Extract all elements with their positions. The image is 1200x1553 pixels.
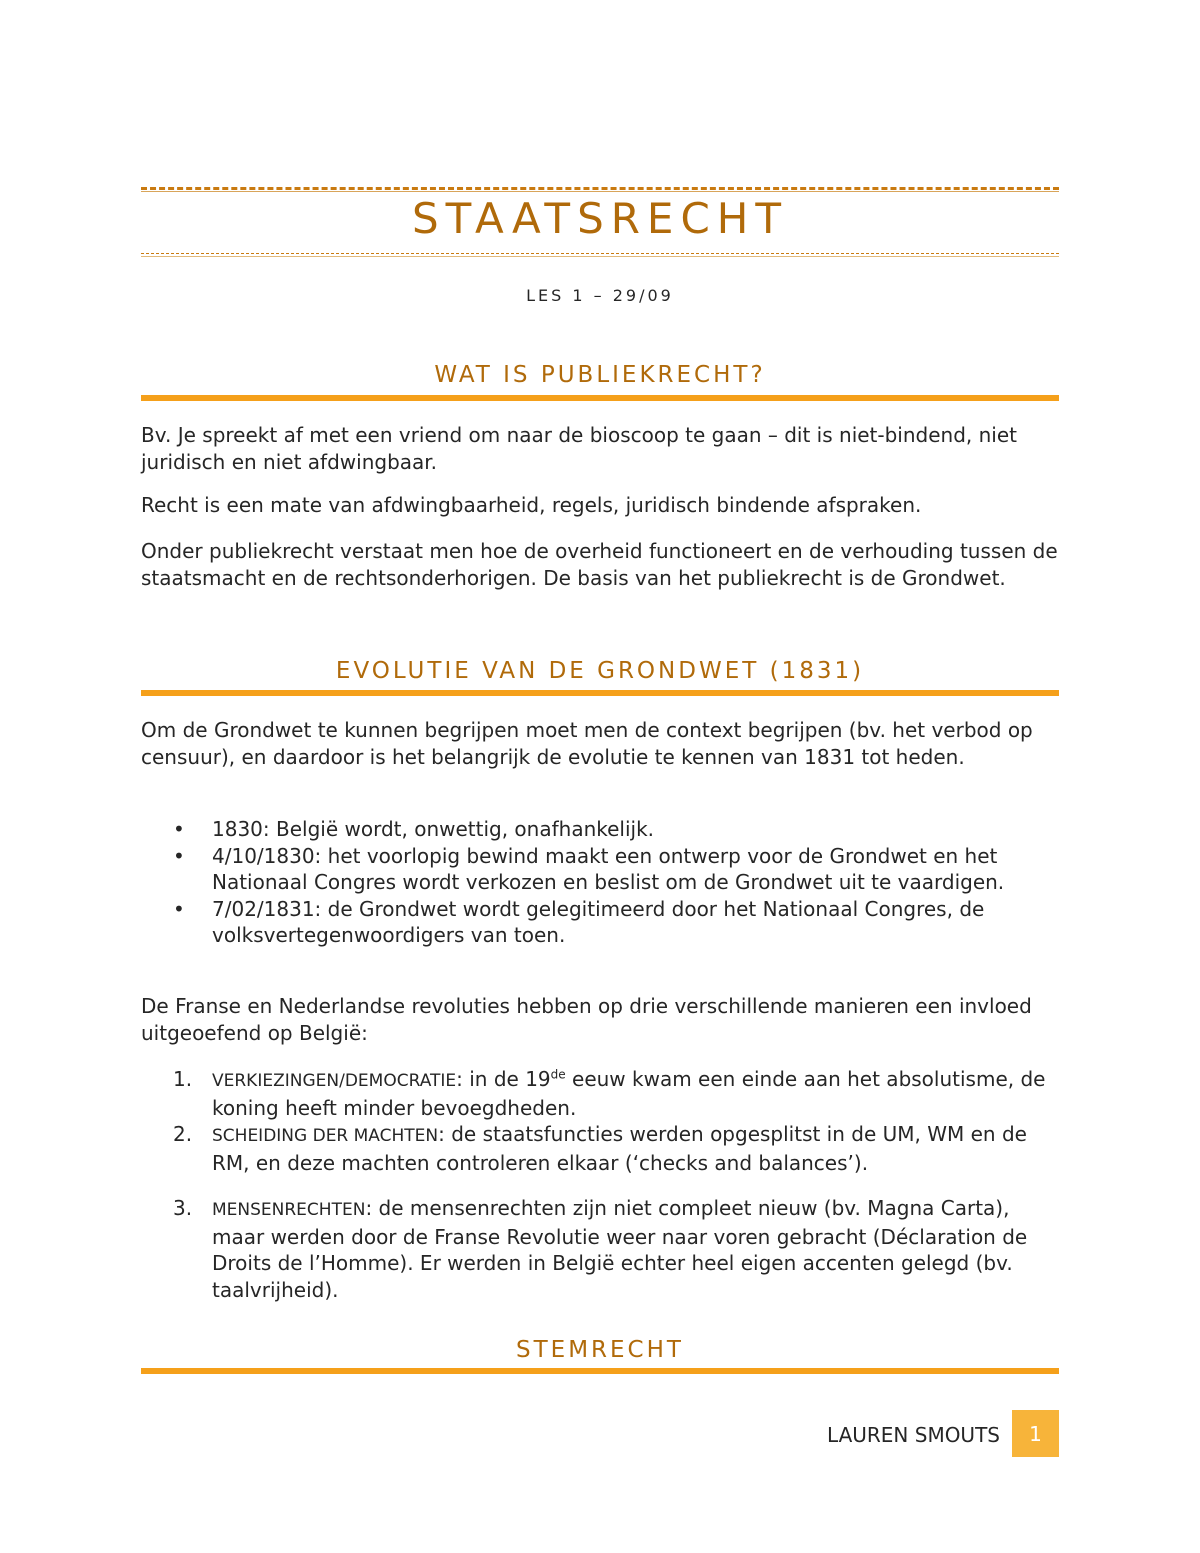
- superscript: de: [550, 1067, 566, 1082]
- paragraph: Om de Grondwet te kunnen begrijpen moet men de context begrijpen (bv. het verbod op censuur), en daardoor is het belangrijk de evolutie te kennen van 1831 tot heden.: [141, 718, 1033, 769]
- section-heading-publiekrecht: WAT IS PUBLIEKRECHT?: [434, 362, 766, 388]
- section-heading-stemrecht: STEMRECHT: [516, 1337, 684, 1363]
- list-item-text: 7/02/1831: de Grondwet wordt gelegitimeerd door het Nationaal Congres, de volksvertegenwoordigers van toen.: [212, 896, 985, 947]
- paragraph: Bv. Je spreekt af met een vriend om naar de bioscoop te gaan – dit is niet-bindend, niet juridisch en niet afdwingbaar.: [141, 423, 1018, 474]
- list-item-text: : de mensenrechten zijn niet compleet nieuw (bv. Magna Carta), maar werden door de Franse Revolutie weer naar voren gebracht (Déclaration de Droits de l’Homme). Er werden in België echter heel eigen accenten gelegd (bv. taalvrijheid).: [212, 1196, 1028, 1302]
- list-item: [141, 1121, 1059, 1176]
- list-item-text: eeuw kwam een einde aan het absolutisme, de koning heeft minder bevoegdheden.: [212, 1067, 1046, 1120]
- lesson-subtitle: LES 1 – 29/09: [526, 286, 674, 305]
- list-item-text: 4/10/1830: het voorlopig bewind maakt een ontwerp voor de Grondwet en het Nationaal Congres wordt verkozen en beslist om de Grondwet uit te vaardigen.: [212, 843, 1005, 894]
- list-item-label: SCHEIDING DER MACHTEN: [212, 1126, 439, 1146]
- list-item-label: VERKIEZINGEN/DEMOCRATIE: [212, 1071, 457, 1091]
- list-item-text: : de staatsfuncties werden opgesplitst in de UM, WM en de RM, en deze machten controleren elkaar (‘checks and balances’).: [212, 1122, 1027, 1175]
- title-rule-top-thin: [141, 191, 1059, 192]
- document-title: STAATSRECHT: [411, 194, 789, 243]
- list-number: 3.: [173, 1196, 193, 1220]
- list-item: [141, 1066, 1059, 1121]
- section-heading-evolutie: EVOLUTIE VAN DE GRONDWET (1831): [335, 658, 865, 684]
- title-rule-bottom-thin: [141, 256, 1059, 257]
- list-item: [141, 896, 1059, 949]
- bullet-icon: •: [173, 896, 185, 921]
- bullet-icon: •: [173, 843, 185, 868]
- numbered-list: [141, 1066, 1059, 1303]
- list-item-label: MENSENRECHTEN: [212, 1200, 366, 1220]
- bullet-icon: •: [173, 817, 185, 841]
- list-item: [141, 843, 1059, 896]
- footer-author: LAUREN SMOUTS: [826, 1423, 1000, 1447]
- section-rule: [141, 395, 1059, 401]
- paragraph: Recht is een mate van afdwingbaarheid, regels, juridisch bindende afspraken.: [141, 493, 922, 517]
- list-item: [141, 816, 1059, 843]
- list-item-text: : in de 19: [456, 1067, 551, 1091]
- section-rule: [141, 690, 1059, 696]
- page-number: 1: [1012, 1410, 1059, 1457]
- paragraph: Onder publiekrecht verstaat men hoe de overheid functioneert en de verhouding tussen de staatsmacht en de rechtsonderhorigen. De basis van het publiekrecht is de Grondwet.: [141, 539, 1058, 590]
- list-item: [141, 1195, 1059, 1303]
- list-number: 2.: [173, 1122, 193, 1146]
- bullet-list: [141, 816, 1059, 949]
- section-rule: [141, 1368, 1059, 1374]
- list-number: 1.: [173, 1067, 193, 1091]
- title-rule-bottom: [141, 253, 1059, 254]
- title-rule-top: [141, 187, 1059, 190]
- paragraph: De Franse en Nederlandse revoluties hebben op drie verschillende manieren een invloed uitgeoefend op België:: [141, 994, 1032, 1045]
- list-item-text: 1830: België wordt, onwettig, onafhankelijk.: [212, 817, 655, 841]
